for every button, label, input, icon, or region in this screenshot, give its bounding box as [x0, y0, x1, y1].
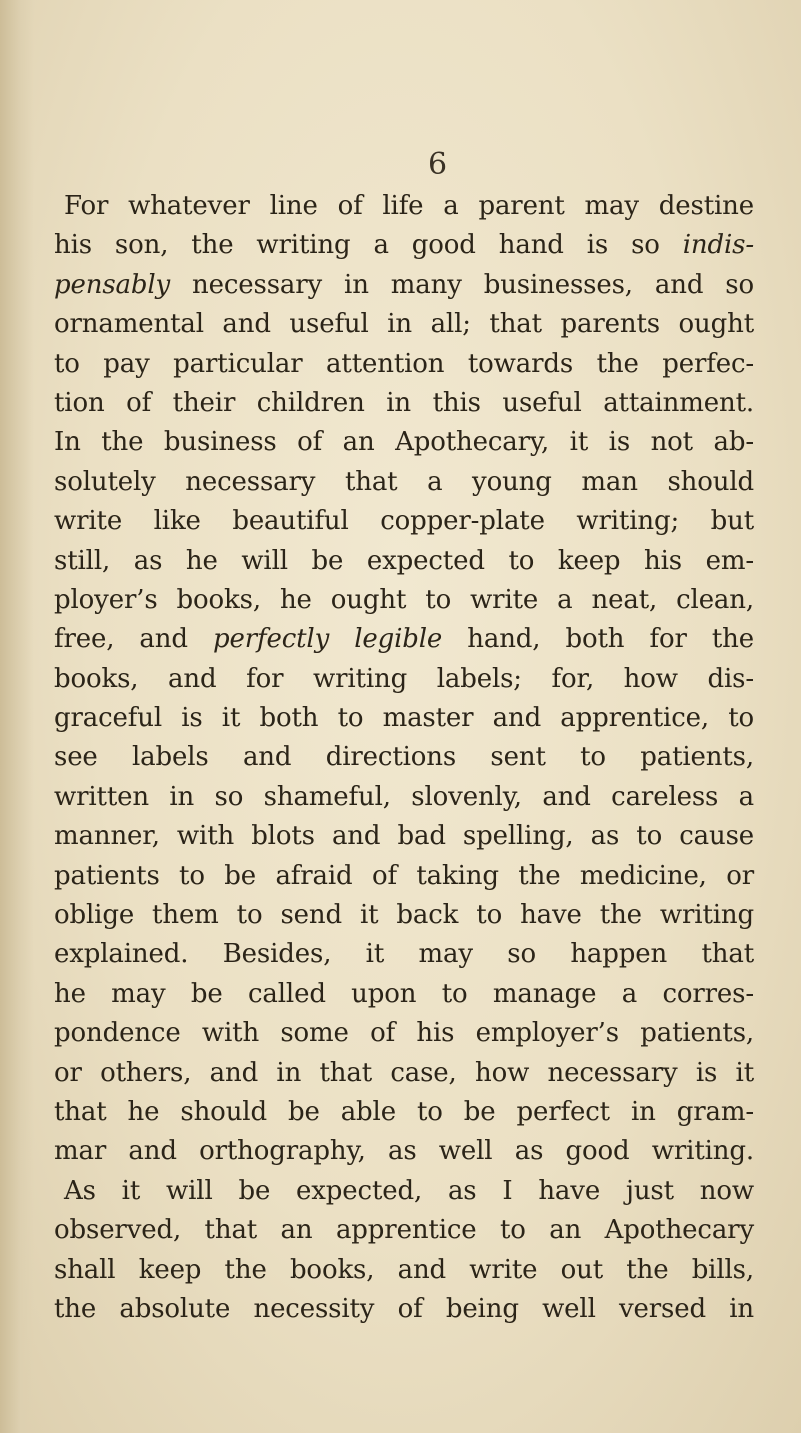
- text-line: still, as he will be expected to keep his em-: [54, 545, 754, 576]
- text-line: the absolute necessity of being well versed in: [54, 1293, 754, 1324]
- text-line: tion of their children in this useful attainment.: [54, 387, 754, 418]
- page-gutter-shadow: [0, 0, 34, 1433]
- text-line: oblige them to send it back to have the writing: [54, 900, 754, 931]
- text-line: patients to be afraid of taking the medicine, or: [54, 860, 754, 891]
- text-line: to pay particular attention towards the perfec-: [54, 348, 754, 379]
- text-line: shall keep the books, and write out the bills,: [54, 1254, 754, 1285]
- text-line: see labels and directions sent to patients,: [54, 742, 754, 773]
- text-line: For whatever line of life a parent may destine: [64, 191, 754, 221]
- text-line: graceful is it both to master and apprentice, to: [54, 703, 754, 734]
- text-line: pensably necessary in many businesses, and so: [54, 269, 754, 300]
- text-line: ornamental and useful in all; that parents ought: [54, 309, 754, 340]
- text-line: or others, and in that case, how necessary is it: [54, 1057, 754, 1088]
- body-text: [54, 187, 754, 1329]
- text-line: mar and orthography, as well as good writing.: [54, 1136, 754, 1167]
- text-line: written in so shameful, slovenly, and careless a: [54, 781, 754, 812]
- text-line: write like beautiful copper-plate writing; but: [54, 506, 754, 537]
- text-line: that he should be able to be perfect in gram-: [54, 1096, 754, 1127]
- text-line: As it will be expected, as I have just now: [64, 1175, 754, 1206]
- text-line: explained. Besides, it may so happen that: [54, 939, 754, 970]
- text-line: In the business of an Apothecary, it is not ab-: [54, 427, 754, 458]
- text-line: ployer’s books, he ought to write a neat, clean,: [54, 584, 754, 615]
- text-line: free, and perfectly legible hand, both for the: [54, 624, 754, 655]
- page-number: 6: [428, 147, 448, 182]
- text-line: observed, that an apprentice to an Apothecary: [54, 1215, 754, 1246]
- text-line: pondence with some of his employer’s patients,: [54, 1018, 754, 1049]
- text-line: manner, with blots and bad spelling, as to cause: [54, 821, 754, 852]
- text-line: books, and for writing labels; for, how dis-: [54, 663, 754, 694]
- text-line: solutely necessary that a young man should: [54, 466, 754, 497]
- text-line: he may be called upon to manage a corres-: [54, 978, 754, 1009]
- text-line: his son, the writing a good hand is so indis-: [54, 230, 754, 261]
